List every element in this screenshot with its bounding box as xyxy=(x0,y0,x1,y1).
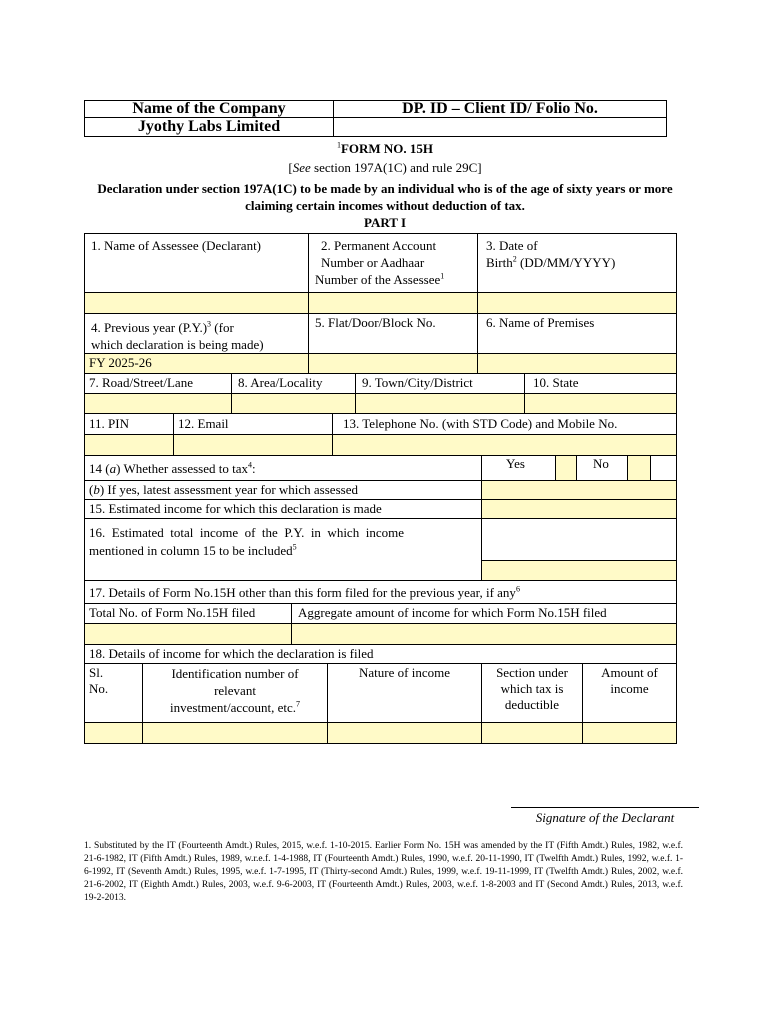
field-15-label: 15. Estimated income for which this declaration is made xyxy=(84,499,482,519)
signature-line xyxy=(511,807,699,808)
row-amount-input[interactable] xyxy=(582,722,677,744)
yes-checkbox[interactable] xyxy=(555,455,577,481)
field-14a-label: 14 (a) Whether assessed to tax$^4$: xyxy=(84,455,482,481)
field-13-label: 13. Telephone No. (with STD Code) and Mobile No. xyxy=(332,413,677,435)
field-10-label: 10. State xyxy=(524,373,677,394)
field-4-line1: 4. Previous year $(P.Y.)^3$ (for xyxy=(91,319,234,335)
field-1-text: 1. Name of Assessee (Declarant) xyxy=(91,238,262,253)
no-label: No xyxy=(593,456,609,471)
field-2-line2: Number or Aadhaar xyxy=(321,255,425,270)
field-12-label: 12. Email xyxy=(173,413,333,435)
field-8-label: 8. Area/Locality xyxy=(231,373,356,394)
estimated-income-input[interactable] xyxy=(481,499,677,519)
town-input[interactable] xyxy=(355,393,525,414)
field-3-line1: 3. Date of xyxy=(486,238,538,253)
flat-input[interactable] xyxy=(308,353,478,374)
field-3-line2: Birth$^2$ (DD/MM/YYYY) xyxy=(486,254,616,270)
field-6-label xyxy=(477,313,677,354)
footnote: 1. Substituted by the IT (Fourteenth Amdt.) Rules, 2015, w.e.f. 1-10-2015. Earlier Form No. 15H was amended by the IT (Fifth Amdt.) Rules, 1982, w.e.f. 21-6-1982, IT (Fifth Amdt.) Rules, 1989, w.r.e.f. 1-4-1988, IT (Fourteenth Amdt.) Rules, 1990, w.e.f. 20-11-1990, IT (Twelfth Amdt.) Rules, 1992, w.e.f. 1-6-1992, IT (Seventh Amdt.) Rules, 1995, w.e.f. 1-7-1995, IT (Thirty-second Amdt.) Rules, 1999, w.e.f. 19-11-1999, IT (Twelfth Amdt.) Rules, 2002, w.e.f. 21-6-2002, IT (Eighth Amdt.) Rules, 2003, w.e.f. 9-6-2003, IT (Fourteenth Amdt.) Rules, 2003, w.e.f. 1-8-2003 and IT (Second Amdt.) Rules, 2013, w.e.f. 19-2-2013. xyxy=(84,841,683,903)
field-4-line2: which declaration is being made) xyxy=(91,337,264,352)
assessment-year-input[interactable] xyxy=(481,480,677,500)
field-16-label xyxy=(84,518,482,581)
field-1-label xyxy=(84,233,309,293)
no-label-cell xyxy=(576,455,628,481)
premises-input[interactable] xyxy=(477,353,677,374)
field-2-line3: Number of the Assessee$^1$ xyxy=(315,271,445,287)
field-3-label xyxy=(477,233,677,293)
client-id-value-cell[interactable] xyxy=(333,117,667,137)
field-9-label: 9. Town/City/District xyxy=(355,373,525,394)
row-section-input[interactable] xyxy=(481,722,583,744)
company-name-value: Jyothy Labs Limited xyxy=(137,118,281,135)
field-5-label xyxy=(308,313,478,354)
field-16-line2: mentioned in column 15 to be included$^5$ xyxy=(89,542,297,558)
yes-label-cell xyxy=(481,455,556,481)
title-text: FORM NO. 15H xyxy=(340,141,434,156)
title-footnote-ref: 1 xyxy=(336,140,341,150)
declaration-text: Declaration under section 197A(1C) to be made by an individual who is of the age of sixty years or more claiming certain incomes without deduction of tax. xyxy=(97,181,673,213)
field-5-text: 5. Flat/Door/Block No. xyxy=(315,315,436,330)
assessee-name-input[interactable] xyxy=(84,292,309,314)
company-name-cell xyxy=(84,117,334,137)
company-header-cell xyxy=(84,100,334,118)
ref-rest: section 197A(1C) and rule 29C] xyxy=(310,160,482,175)
field-16-line1: 16. Estimated total income of the P.Y. in which income xyxy=(89,525,404,540)
field-2-label xyxy=(308,233,478,293)
field-18-label: 18. Details of income for which the declaration is filed xyxy=(84,644,677,664)
yes-label: Yes xyxy=(506,456,525,471)
row-nature-input[interactable] xyxy=(327,722,482,744)
field-4-label xyxy=(84,313,309,354)
form-reference xyxy=(0,160,770,176)
road-input[interactable] xyxy=(84,393,232,414)
field-11-label: 11. PIN xyxy=(84,413,174,435)
field-14b-label: (b) If yes, latest assessment year for which assessed xyxy=(84,480,482,500)
pin-input[interactable] xyxy=(84,434,174,456)
part-heading: PART I xyxy=(363,215,407,230)
field-6-text: 6. Name of Premises xyxy=(486,315,595,330)
previous-year-input[interactable] xyxy=(84,353,309,374)
company-name-header: Name of the Company xyxy=(132,100,286,117)
email-input[interactable] xyxy=(173,434,333,456)
field-17-label: 17. Details of Form No.15H other than this form filed for the previous year, if any$^6$ xyxy=(84,580,677,604)
area-input[interactable] xyxy=(231,393,356,414)
col-amount: Amount of income xyxy=(582,663,677,723)
form-title xyxy=(0,141,770,157)
field-16-spacer xyxy=(481,518,677,561)
pan-aadhaar-input[interactable] xyxy=(308,292,478,314)
no-checkbox[interactable] xyxy=(627,455,651,481)
client-id-header-cell xyxy=(333,100,667,118)
state-input[interactable] xyxy=(524,393,677,414)
col-nature: Nature of income xyxy=(327,663,482,723)
col-section: Section under which tax is deductible xyxy=(481,663,583,723)
col-sl-no: Sl. No. xyxy=(84,663,143,723)
ref-open: [ xyxy=(288,160,293,175)
field-17-col2: Aggregate amount of income for which Form No.15H filed xyxy=(291,603,677,624)
previous-year-value: FY 2025-26 xyxy=(89,355,152,370)
signature-label: Signature of the Declarant xyxy=(535,810,675,825)
field-2-line1: 2. Permanent Account xyxy=(321,238,437,253)
total-forms-input[interactable] xyxy=(84,623,292,645)
field-14a-end-cell xyxy=(650,455,677,481)
row-sl-input[interactable] xyxy=(84,722,143,744)
dob-input[interactable] xyxy=(477,292,677,314)
field-7-label: 7. Road/Street/Lane xyxy=(84,373,232,394)
row-identification-input[interactable] xyxy=(142,722,328,744)
total-income-input[interactable] xyxy=(481,560,677,581)
client-id-header: DP. ID – Client ID/ Folio No. xyxy=(402,100,598,117)
field-17-col1: Total No. of Form No.15H filed xyxy=(84,603,292,624)
ref-see: See xyxy=(292,160,311,175)
aggregate-amount-input[interactable] xyxy=(291,623,677,645)
col-identification: Identification number of relevant investment/account, etc.$^7$ xyxy=(142,663,328,723)
telephone-input[interactable] xyxy=(332,434,677,456)
